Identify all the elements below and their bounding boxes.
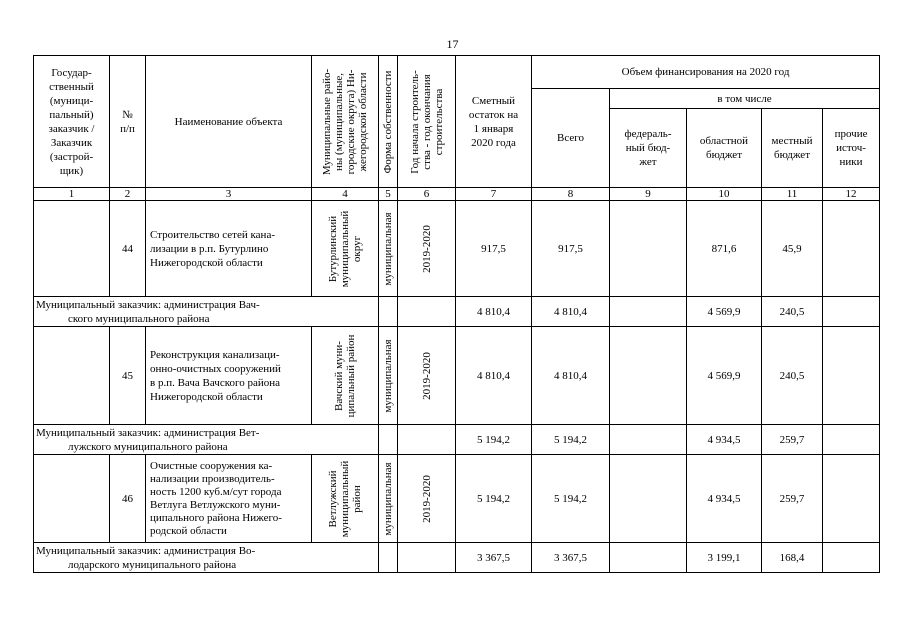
header-regional: областной бюджет xyxy=(687,109,762,188)
header-districts: Муниципальные райо- ны (муниципальные, городские округа) Ни- жегородской области xyxy=(312,56,379,188)
customer-cell xyxy=(34,201,110,297)
col-number: 6 xyxy=(398,188,456,201)
object-years: 2019-2020 xyxy=(398,201,456,297)
object-years: 2019-2020 xyxy=(398,455,456,543)
header-years: Год начала строитель- ства - год окончания строительства xyxy=(398,56,456,188)
estimated-balance: 917,5 xyxy=(456,201,532,297)
empty-cell xyxy=(398,425,456,455)
empty-cell xyxy=(823,425,880,455)
col-number: 10 xyxy=(687,188,762,201)
object-name: Реконструкция канализаци- онно-очистных сооружений в р.п. Вача Вачского района Нижегородской области xyxy=(146,327,312,425)
regional-budget: 4 934,5 xyxy=(687,455,762,543)
other-sources xyxy=(823,327,880,425)
empty-cell xyxy=(823,297,880,327)
col-number: 12 xyxy=(823,188,880,201)
header-row-1 xyxy=(34,56,880,89)
column-number-row xyxy=(34,188,880,201)
regional-budget: 4 569,9 xyxy=(687,327,762,425)
header-customer: Государ- ственный (муници- пальный) заказчик / Заказчик (застрой- щик) xyxy=(34,56,110,188)
financing-total: 4 810,4 xyxy=(532,297,610,327)
regional-budget: 3 199,1 xyxy=(687,543,762,573)
empty-cell xyxy=(610,425,687,455)
table-row-object xyxy=(34,455,880,543)
federal-budget xyxy=(610,201,687,297)
object-ownership: муниципальная xyxy=(379,201,398,297)
financing-total: 4 810,4 xyxy=(532,327,610,425)
empty-cell xyxy=(379,297,398,327)
financing-table xyxy=(33,55,880,573)
estimated-balance: 5 194,2 xyxy=(456,425,532,455)
financing-total: 5 194,2 xyxy=(532,425,610,455)
object-district: Ветлужский муниципальный район xyxy=(312,455,379,543)
col-number: 7 xyxy=(456,188,532,201)
table-row-customer xyxy=(34,297,880,327)
empty-cell xyxy=(610,297,687,327)
federal-budget xyxy=(610,327,687,425)
object-name: Строительство сетей кана- лизации в р.п. Бутурлино Нижегородской области xyxy=(146,201,312,297)
regional-budget: 4 569,9 xyxy=(687,297,762,327)
estimated-balance: 5 194,2 xyxy=(456,455,532,543)
object-ownership: муниципальная xyxy=(379,327,398,425)
object-ownership: муниципальная xyxy=(379,455,398,543)
col-number: 2 xyxy=(110,188,146,201)
object-number: 45 xyxy=(110,327,146,425)
estimated-balance: 4 810,4 xyxy=(456,327,532,425)
table-row-customer xyxy=(34,543,880,573)
col-number: 5 xyxy=(379,188,398,201)
estimated-balance: 3 367,5 xyxy=(456,543,532,573)
federal-budget xyxy=(610,455,687,543)
financing-total: 3 367,5 xyxy=(532,543,610,573)
col-number: 11 xyxy=(762,188,823,201)
col-number: 8 xyxy=(532,188,610,201)
header-estimated-balance: Сметный остаток на 1 января 2020 года xyxy=(456,56,532,188)
empty-cell xyxy=(398,543,456,573)
empty-cell xyxy=(379,425,398,455)
table-row-object xyxy=(34,327,880,425)
other-sources xyxy=(823,201,880,297)
col-number: 1 xyxy=(34,188,110,201)
object-years: 2019-2020 xyxy=(398,327,456,425)
table-row-customer xyxy=(34,425,880,455)
header-financing: Объем финансирования на 2020 год xyxy=(532,56,880,89)
header-federal: федераль- ный бюд- жет xyxy=(610,109,687,188)
customer-cell xyxy=(34,455,110,543)
header-other: прочие источ- ники xyxy=(823,109,880,188)
object-district: Бутурлинский муниципальный округ xyxy=(312,201,379,297)
header-local: местный бюджет xyxy=(762,109,823,188)
col-number: 3 xyxy=(146,188,312,201)
header-including: в том числе xyxy=(610,89,880,109)
customer-label: Муниципальный заказчик: администрация Во- лодарского муниципального района xyxy=(34,543,379,573)
local-budget: 259,7 xyxy=(762,425,823,455)
local-budget: 45,9 xyxy=(762,201,823,297)
col-number: 9 xyxy=(610,188,687,201)
regional-budget: 871,6 xyxy=(687,201,762,297)
header-number: № п/п xyxy=(110,56,146,188)
object-name: Очистные сооружения ка- нализации производитель- ность 1200 куб.м/сут города Ветлуга Ветлужского муни- ципального района Нижего- родской области xyxy=(146,455,312,543)
customer-label: Муниципальный заказчик: администрация Вач- ского муниципального района xyxy=(34,297,379,327)
table-row-object xyxy=(34,201,880,297)
object-number: 44 xyxy=(110,201,146,297)
other-sources xyxy=(823,455,880,543)
regional-budget: 4 934,5 xyxy=(687,425,762,455)
empty-cell xyxy=(379,543,398,573)
header-ownership: Форма собственности xyxy=(379,56,398,188)
empty-cell xyxy=(823,543,880,573)
local-budget: 240,5 xyxy=(762,327,823,425)
col-number: 4 xyxy=(312,188,379,201)
customer-cell xyxy=(34,327,110,425)
object-number: 46 xyxy=(110,455,146,543)
header-object-name: Наименование объекта xyxy=(146,56,312,188)
estimated-balance: 4 810,4 xyxy=(456,297,532,327)
local-budget: 240,5 xyxy=(762,297,823,327)
local-budget: 259,7 xyxy=(762,455,823,543)
financing-total: 917,5 xyxy=(532,201,610,297)
object-district: Вачский муни- ципальный район xyxy=(312,327,379,425)
local-budget: 168,4 xyxy=(762,543,823,573)
financing-total: 5 194,2 xyxy=(532,455,610,543)
customer-label: Муниципальный заказчик: администрация Вет- лужского муниципального района xyxy=(34,425,379,455)
header-total: Всего xyxy=(532,89,610,188)
empty-cell xyxy=(610,543,687,573)
page-number: 17 xyxy=(446,37,459,51)
empty-cell xyxy=(398,297,456,327)
